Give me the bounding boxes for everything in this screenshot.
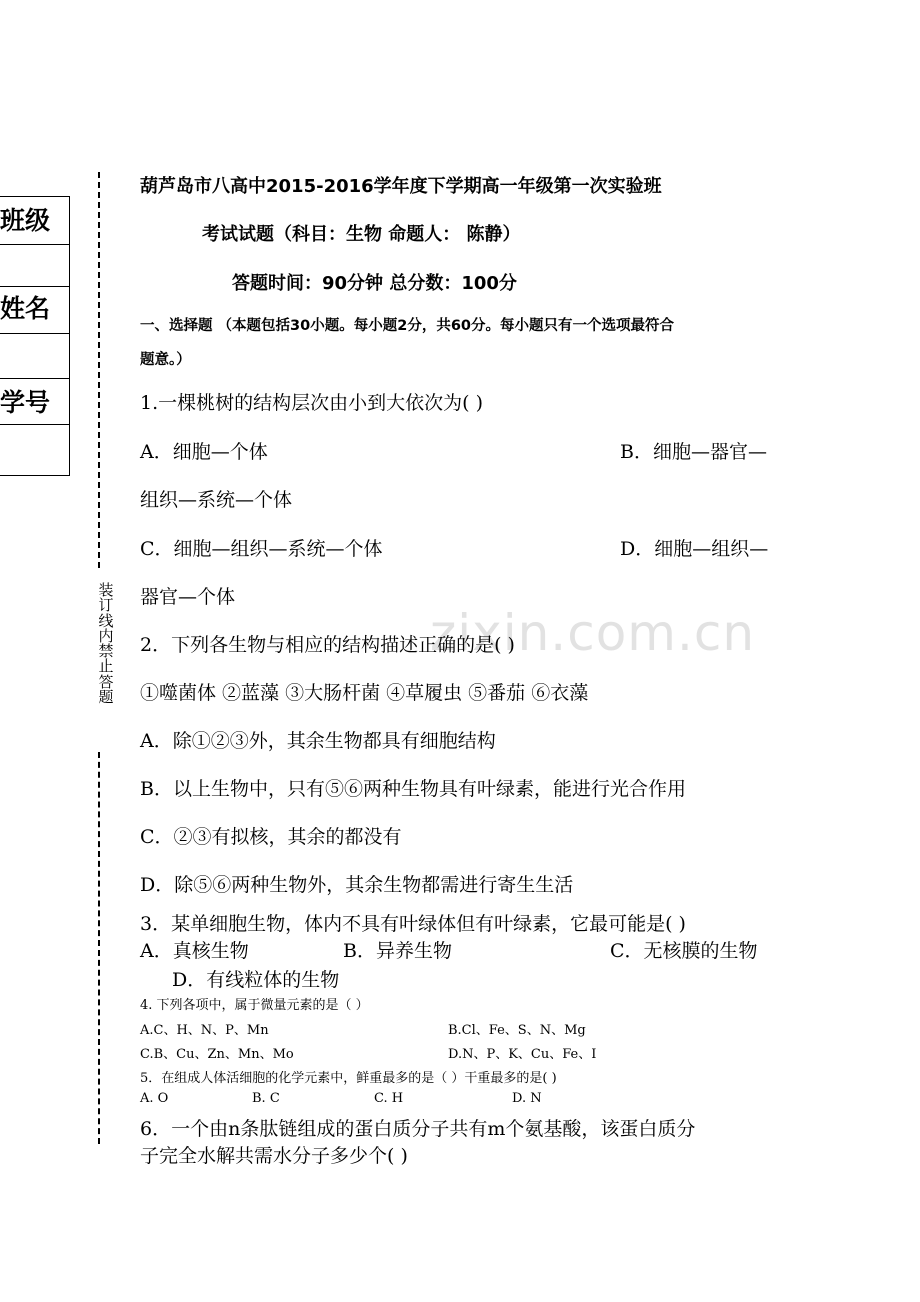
question-2-option-a: A．除①②③外，其余生物都具有细胞结构 bbox=[140, 730, 496, 752]
question-1-stem: 1.一棵桃树的结构层次由小到大依次为( ) bbox=[140, 392, 483, 414]
question-2-option-b: B．以上生物中，只有⑤⑥两种生物具有叶绿素，能进行光合作用 bbox=[140, 778, 686, 800]
binding-line-bottom bbox=[98, 752, 100, 1144]
question-3-option-b: B．异养生物 bbox=[343, 940, 452, 962]
question-6-stem-cont: 子完全水解共需水分子多少个( ) bbox=[140, 1145, 408, 1167]
question-1-option-b: B．细胞—器官— bbox=[620, 441, 767, 463]
exam-title-line1: 葫芦岛市八高中2015-2016学年度下学期高一年级第一次实验班 bbox=[140, 176, 662, 197]
info-divider bbox=[0, 286, 70, 287]
question-2-stem: 2．下列各生物与相应的结构描述正确的是( ) bbox=[140, 634, 515, 656]
section-instructions: 一、选择题 （本题包括30小题。每小题2分，共60分。每小题只有一个选项最符合 bbox=[140, 318, 674, 334]
question-4-stem: 4. 下列各项中，属于微量元素的是（ ） bbox=[140, 998, 369, 1013]
exam-title-line2: 考试试题（科目：生物 命题人： 陈静） bbox=[202, 224, 521, 245]
binding-line-top bbox=[98, 172, 100, 568]
question-3-stem: 3．某单细胞生物，体内不具有叶绿体但有叶绿素，它最可能是( ) bbox=[140, 913, 686, 935]
info-divider bbox=[0, 424, 70, 425]
question-4-option-d: D.N、P、K、Cu、Fe、I bbox=[448, 1047, 597, 1062]
question-4-option-b: B.Cl、Fe、S、N、Mg bbox=[448, 1023, 586, 1038]
question-4-option-a: A.C、H、N、P、Mn bbox=[140, 1023, 269, 1038]
question-5-option-a: A. O bbox=[140, 1091, 169, 1106]
question-2-option-d: D．除⑤⑥两种生物外，其余生物都需进行寄生生活 bbox=[140, 874, 574, 896]
question-6-stem: 6．一个由n条肽链组成的蛋白质分子共有m个氨基酸，该蛋白质分 bbox=[140, 1118, 696, 1140]
question-1-option-a: A．细胞—个体 bbox=[140, 441, 268, 463]
info-divider bbox=[0, 333, 70, 334]
question-1-option-d-cont: 器官—个体 bbox=[140, 586, 236, 608]
question-3-option-c: C．无核膜的生物 bbox=[610, 940, 758, 962]
question-1-option-b-cont: 组织—系统—个体 bbox=[140, 489, 293, 511]
question-5-option-b: B. C bbox=[252, 1091, 280, 1106]
binding-line-text: 装订线内禁止答题 bbox=[98, 581, 114, 707]
student-info-box bbox=[0, 196, 70, 476]
question-3-option-a: A．真核生物 bbox=[140, 940, 249, 962]
name-label: 姓名 bbox=[0, 294, 51, 323]
watermark: zixin.com.cn bbox=[430, 604, 756, 662]
question-2-items: ①噬菌体 ②蓝藻 ③大肠杆菌 ④草履虫 ⑤番茄 ⑥衣藻 bbox=[140, 682, 589, 704]
student-id-label: 学号 bbox=[0, 388, 51, 417]
question-1-option-c: C．细胞—组织—系统—个体 bbox=[140, 538, 383, 560]
exam-time-score: 答题时间：90分钟 总分数：100分 bbox=[232, 273, 517, 294]
question-5-option-c: C. H bbox=[374, 1091, 404, 1106]
info-divider bbox=[0, 244, 70, 245]
info-divider bbox=[0, 378, 70, 379]
section-instructions-cont: 题意。） bbox=[140, 352, 191, 368]
question-4-option-c: C.B、Cu、Zn、Mn、Mo bbox=[140, 1047, 294, 1062]
question-5-stem: 5．在组成人体活细胞的化学元素中，鲜重最多的是（ ）干重最多的是( ) bbox=[140, 1071, 557, 1086]
question-2-option-c: C．②③有拟核，其余的都没有 bbox=[140, 826, 402, 848]
question-1-option-d: D．细胞—组织— bbox=[620, 538, 769, 560]
question-3-option-d: D．有线粒体的生物 bbox=[172, 969, 340, 991]
class-label: 班级 bbox=[0, 206, 51, 235]
question-5-option-d: D. N bbox=[512, 1091, 542, 1106]
